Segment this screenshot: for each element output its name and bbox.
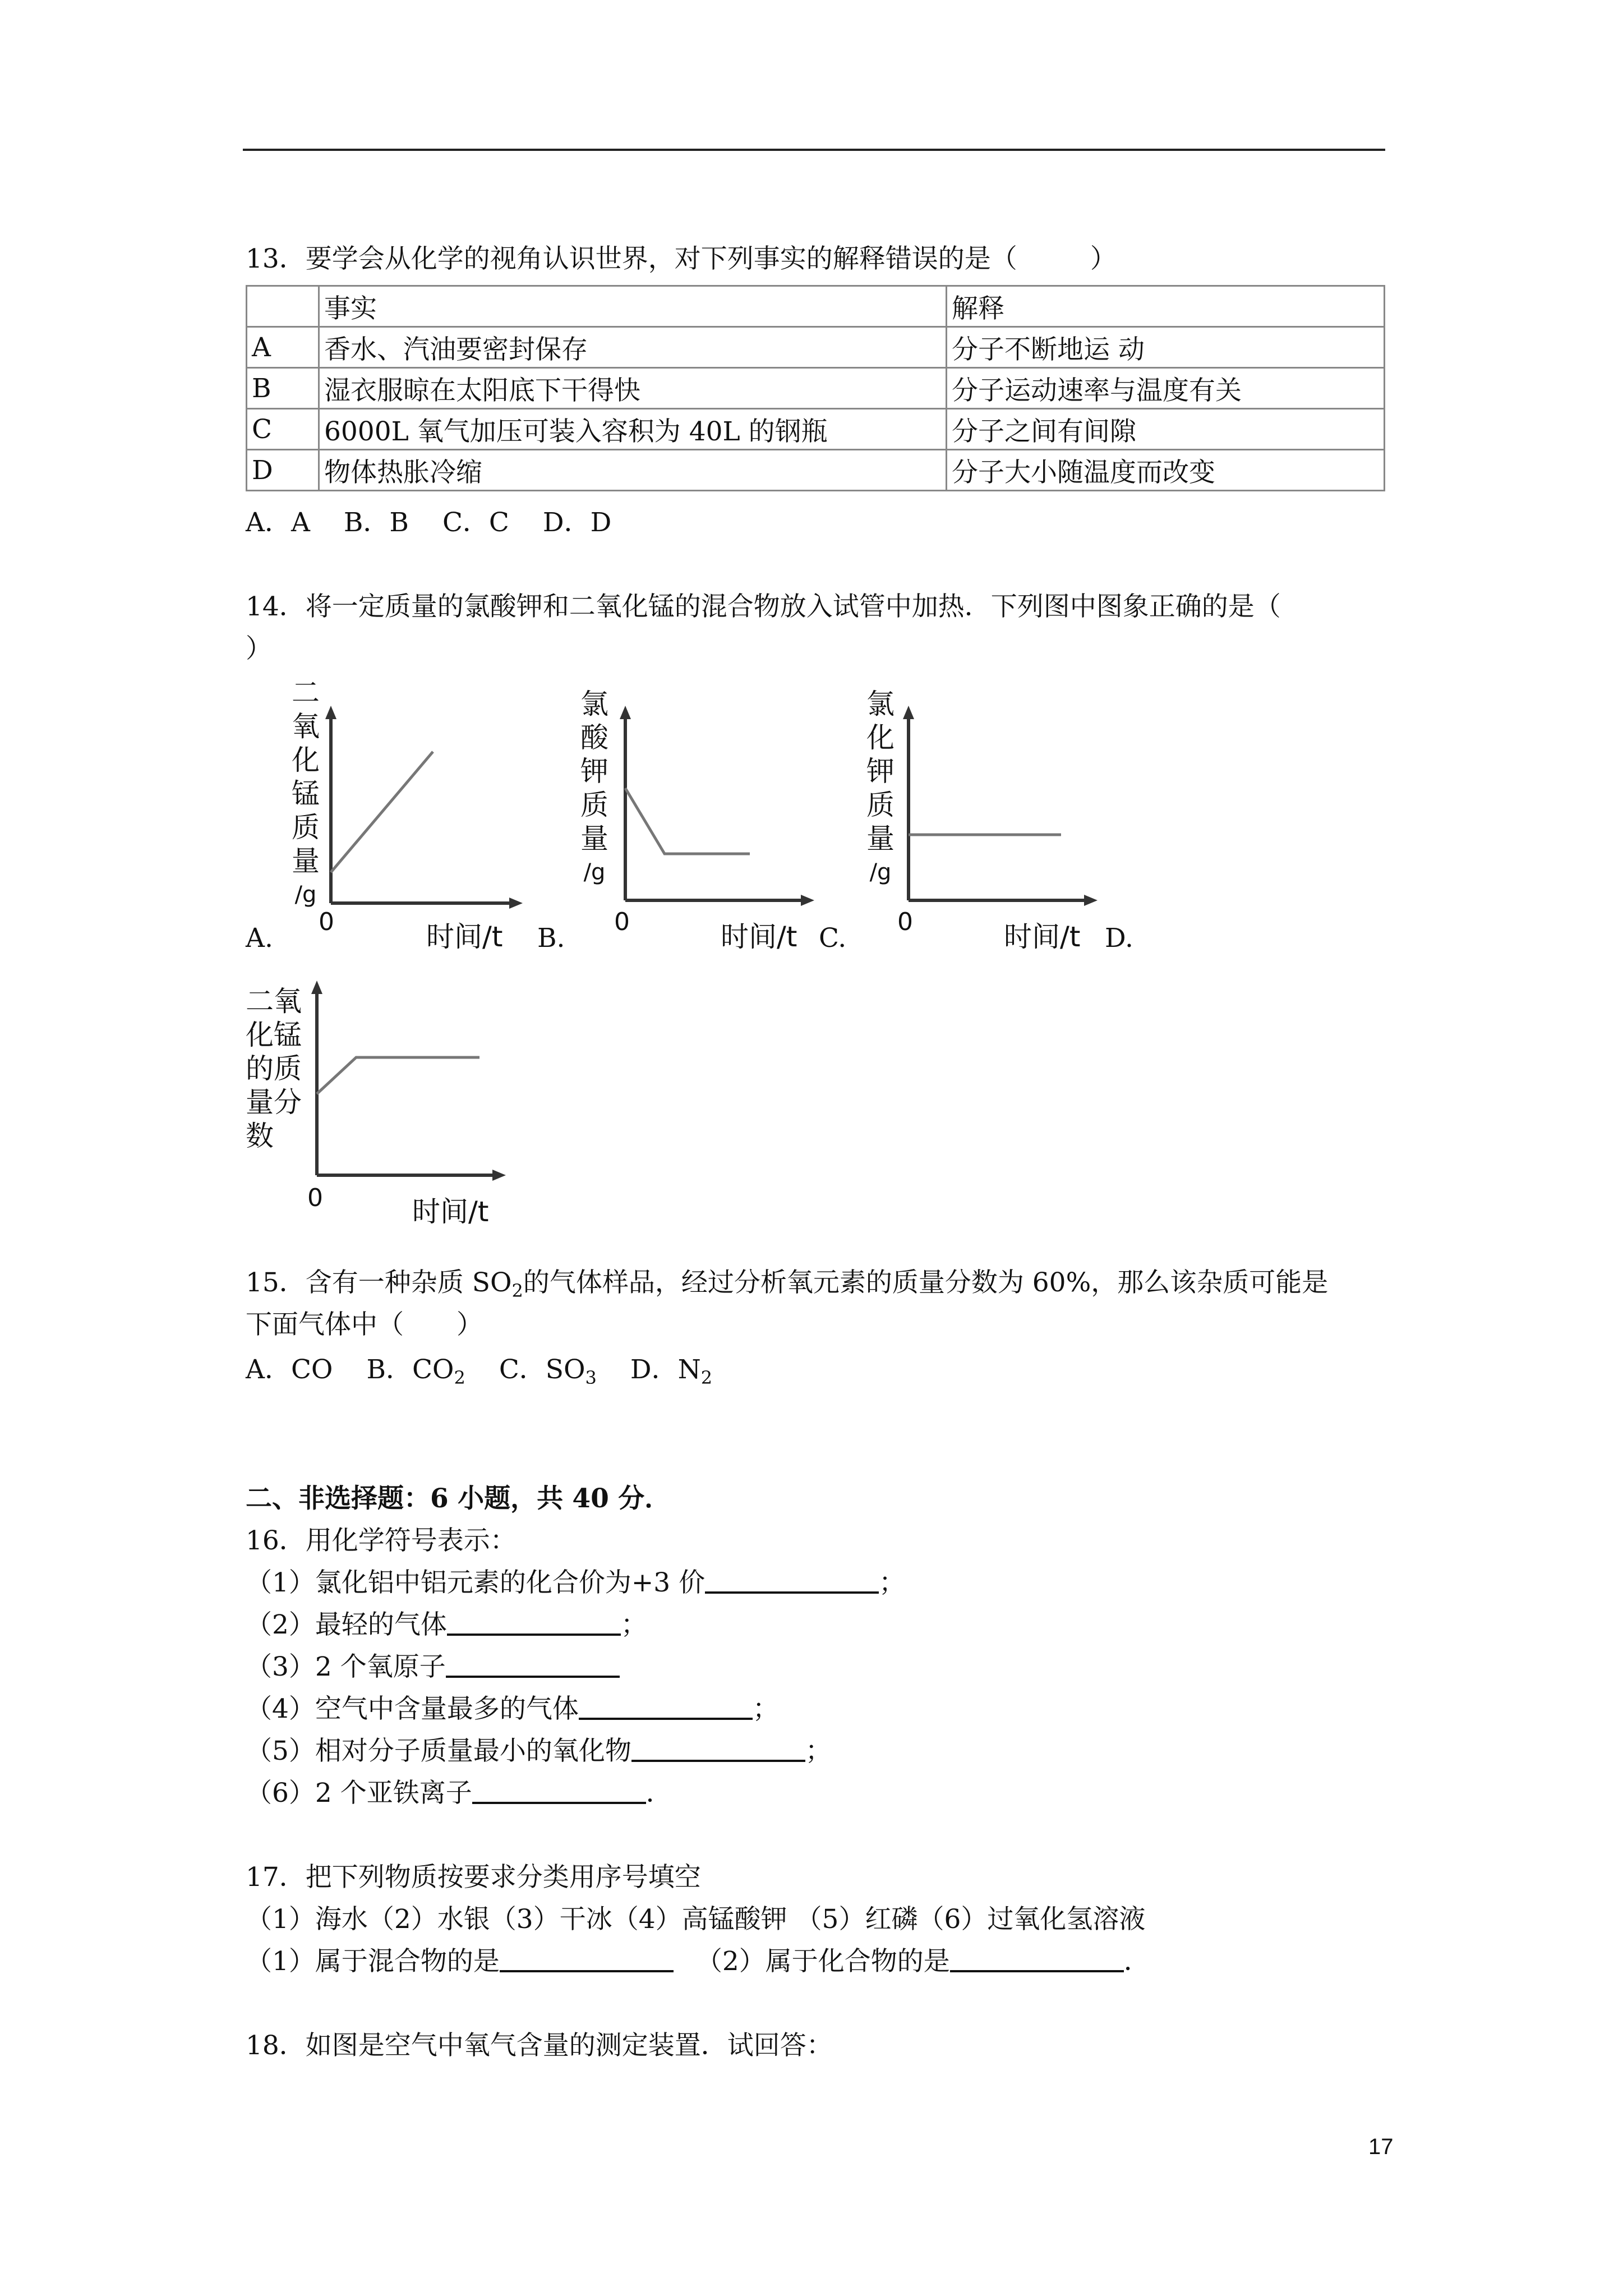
table-cell: 分子之间有间隙 bbox=[947, 409, 1385, 450]
table-cell: 分子不断地运 动 bbox=[947, 327, 1385, 368]
graph-c-zero: 0 bbox=[897, 908, 913, 936]
answer-blank[interactable] bbox=[579, 1695, 753, 1720]
table-header-cell: 事实 bbox=[319, 286, 947, 327]
q13-table bbox=[246, 285, 1385, 491]
option-b: B．$CO_2$ bbox=[366, 1354, 465, 1388]
graph-b-series-line bbox=[625, 788, 750, 854]
table-cell: C bbox=[247, 409, 319, 450]
graph-d-x-arrow bbox=[492, 1170, 506, 1181]
answer-blank[interactable] bbox=[950, 1948, 1124, 1972]
graph-a-option: A. bbox=[246, 923, 273, 954]
q16-stem: 16．用化学符号表示： bbox=[246, 1525, 517, 1556]
q18-stem: 18．如图是空气中氧气含量的测定装置．试回答： bbox=[246, 2030, 833, 2061]
q14-stem-line1: 14．将一定质量的氯酸钾和二氧化锰的混合物放入试管中加热．下列图中图象正确的是（ bbox=[246, 591, 1281, 622]
graph-d-ylabel: 二氧 化锰 的质 量分 数 bbox=[246, 985, 302, 1152]
table-row bbox=[247, 368, 1385, 409]
table-header-cell: 解释 bbox=[947, 286, 1385, 327]
table-cell: 物体热胀冷缩 bbox=[319, 450, 947, 491]
table-row bbox=[247, 450, 1385, 491]
table-header-cell bbox=[247, 286, 319, 327]
header-rule bbox=[243, 149, 1385, 151]
graph-d-zero: 0 bbox=[307, 1184, 323, 1212]
graph-d-xlabel: 时间/t bbox=[412, 1195, 489, 1228]
graph-c-xlabel: 时间/t bbox=[1004, 921, 1081, 953]
option-d: D．D bbox=[542, 507, 612, 538]
table-cell: 分子大小随温度而改变 bbox=[947, 450, 1385, 491]
table-row bbox=[247, 409, 1385, 450]
q15-stem-line2: 下面气体中（ ） bbox=[246, 1309, 483, 1340]
graph-a-series-line bbox=[331, 752, 433, 872]
graph-b-option: B. bbox=[537, 923, 565, 954]
graph-d-option: D. bbox=[1105, 923, 1133, 954]
q14-stem-line2: ） bbox=[246, 633, 272, 664]
table-row bbox=[247, 327, 1385, 368]
graph-b-ylabel: 氯 酸 钾 质 量 /g bbox=[580, 688, 608, 885]
option-c: C．$SO_3$ bbox=[499, 1354, 597, 1388]
q17-list: （1）海水（2）水银（3）干冰（4）高锰酸钾 （5）红磷（6）过氧化氢溶液 bbox=[246, 1904, 1146, 1935]
table-header-row bbox=[247, 286, 1385, 327]
q16-item: （4）空气中含量最多的气体 ； bbox=[246, 1694, 779, 1724]
graph-d-y-arrow bbox=[311, 981, 322, 994]
table-cell: 分子运动速率与温度有关 bbox=[947, 368, 1385, 409]
graph-c-option: C. bbox=[819, 923, 847, 954]
graph-c-ylabel: 氯 化 钾 质 量 /g bbox=[866, 688, 895, 885]
option-a: A．CO bbox=[246, 1354, 333, 1385]
q13-stem: 13．要学会从化学的视角认识世界，对下列事实的解释错误的是（ ） bbox=[246, 243, 1117, 274]
option-a: A．A bbox=[246, 507, 310, 538]
q16-item: （6）2 个亚铁离子 ． bbox=[246, 1778, 672, 1809]
graph-b-y-arrow bbox=[620, 706, 631, 719]
graph-d bbox=[300, 976, 513, 1200]
graph-c-x-arrow bbox=[1084, 895, 1098, 906]
graph-a-xlabel: 时间/t bbox=[426, 921, 503, 953]
graph-d-series-line bbox=[317, 1057, 479, 1094]
q15-options bbox=[246, 1352, 746, 1396]
table-cell: 6000L 氧气加压可装入容积为 40L 的钢瓶 bbox=[319, 409, 947, 450]
graph-a-ylabel: 二 氧 化 锰 质 量 /g bbox=[292, 677, 320, 908]
q13-options bbox=[246, 505, 645, 541]
table-cell: D bbox=[247, 450, 319, 491]
q17-stem: 17．把下列物质按要求分类用序号填空 bbox=[246, 1862, 701, 1893]
q16-item: （2）最轻的气体 ； bbox=[246, 1609, 647, 1640]
q16-item: （3）2 个氧原子 bbox=[246, 1649, 620, 1685]
answer-blank[interactable] bbox=[472, 1779, 646, 1804]
answer-blank[interactable] bbox=[500, 1948, 674, 1972]
answer-blank[interactable] bbox=[705, 1569, 879, 1594]
graph-a-y-arrow bbox=[325, 706, 336, 719]
graph-b-x-arrow bbox=[801, 895, 814, 906]
answer-blank[interactable] bbox=[446, 1653, 620, 1678]
option-d: D．$N_2$ bbox=[630, 1354, 713, 1388]
option-c: C．C bbox=[442, 507, 509, 538]
graph-c bbox=[892, 701, 1105, 926]
graph-a bbox=[314, 701, 527, 926]
q17-asks: （1）属于混合物的是 （2）属于化合物的是 ． bbox=[246, 1946, 1150, 1977]
graph-b-zero: 0 bbox=[614, 908, 630, 936]
graph-a-x-arrow bbox=[509, 898, 523, 909]
q15-stem-line1: 15．含有一种杂质 $SO_2$的气体样品，经过分析氧元素的质量分数为 60%，那么该杂质可能是 bbox=[246, 1267, 1329, 1301]
section-title: 二、非选择题：6 小题，共 40 分． bbox=[246, 1483, 671, 1514]
graph-b bbox=[608, 701, 822, 926]
answer-blank[interactable] bbox=[447, 1611, 621, 1636]
table-cell: A bbox=[247, 327, 319, 368]
table-cell: 香水、汽油要密封保存 bbox=[319, 327, 947, 368]
table-cell: 湿衣服晾在太阳底下干得快 bbox=[319, 368, 947, 409]
graph-b-xlabel: 时间/t bbox=[721, 921, 797, 953]
answer-blank[interactable] bbox=[631, 1737, 805, 1762]
q16-item: （1）氯化铝中铝元素的化合价为+3 价 ； bbox=[246, 1567, 906, 1598]
graph-c-y-arrow bbox=[903, 706, 914, 719]
option-b: B．B bbox=[343, 507, 409, 538]
graph-a-zero: 0 bbox=[319, 908, 334, 936]
q16-item: （5）相对分子质量最小的氧化物 ； bbox=[246, 1736, 832, 1766]
page-number: 17 bbox=[1368, 2134, 1394, 2159]
table-cell: B bbox=[247, 368, 319, 409]
